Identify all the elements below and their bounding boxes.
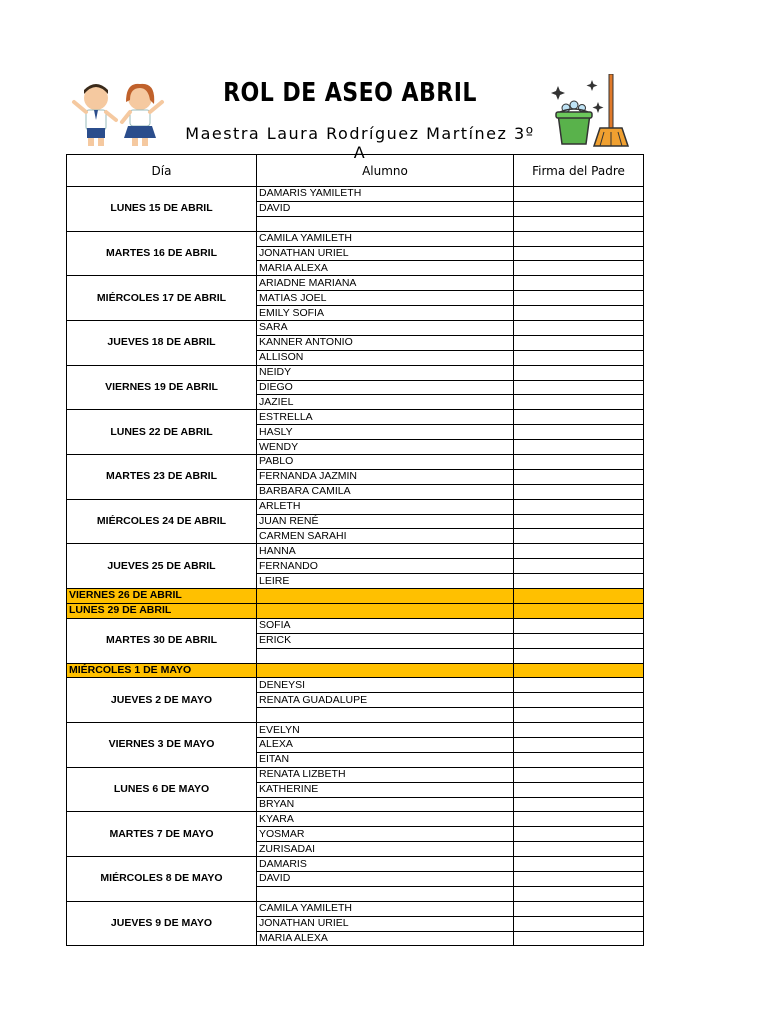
- signature-cell[interactable]: [514, 440, 644, 455]
- column-header-day: Día: [67, 155, 257, 187]
- signature-cell[interactable]: [514, 767, 644, 782]
- student-cell: [257, 589, 514, 604]
- student-cell: MATIAS JOEL: [257, 291, 514, 306]
- student-cell: DAMARIS YAMILETH: [257, 187, 514, 202]
- day-cell: VIERNES 3 DE MAYO: [67, 723, 257, 768]
- table-row: [67, 455, 644, 470]
- signature-cell[interactable]: [514, 335, 644, 350]
- student-cell: [257, 216, 514, 231]
- column-header-student: Alumno: [257, 155, 514, 187]
- table-header-row: [67, 155, 644, 187]
- student-cell: JONATHAN URIEL: [257, 246, 514, 261]
- student-cell: [257, 708, 514, 723]
- signature-cell[interactable]: [514, 618, 644, 633]
- student-cell: [257, 648, 514, 663]
- signature-cell[interactable]: [514, 901, 644, 916]
- student-cell: ALEXA: [257, 737, 514, 752]
- day-cell: JUEVES 18 DE ABRIL: [67, 321, 257, 366]
- holiday-row: [67, 663, 644, 678]
- holiday-row: [67, 603, 644, 618]
- student-cell: HASLY: [257, 425, 514, 440]
- day-cell: MIÉRCOLES 17 DE ABRIL: [67, 276, 257, 321]
- signature-cell[interactable]: [514, 708, 644, 723]
- student-cell: EMILY SOFIA: [257, 306, 514, 321]
- student-cell: WENDY: [257, 440, 514, 455]
- day-cell: MIÉRCOLES 24 DE ABRIL: [67, 499, 257, 544]
- day-cell: LUNES 22 DE ABRIL: [67, 410, 257, 455]
- signature-cell[interactable]: [514, 752, 644, 767]
- signature-cell[interactable]: [514, 633, 644, 648]
- signature-cell[interactable]: [514, 812, 644, 827]
- signature-cell[interactable]: [514, 871, 644, 886]
- signature-cell[interactable]: [514, 216, 644, 231]
- student-cell: ARIADNE MARIANA: [257, 276, 514, 291]
- student-cell: DIEGO: [257, 380, 514, 395]
- holiday-row: [67, 589, 644, 604]
- column-header-signature: Firma del Padre: [514, 155, 644, 187]
- table-row: [67, 857, 644, 872]
- table-row: [67, 767, 644, 782]
- signature-cell[interactable]: [514, 469, 644, 484]
- table-row: [67, 678, 644, 693]
- signature-cell[interactable]: [514, 395, 644, 410]
- signature-cell[interactable]: [514, 187, 644, 202]
- signature-cell[interactable]: [514, 484, 644, 499]
- student-cell: ESTRELLA: [257, 410, 514, 425]
- student-cell: MARIA ALEXA: [257, 931, 514, 946]
- signature-cell[interactable]: [514, 321, 644, 336]
- signature-cell[interactable]: [514, 276, 644, 291]
- signature-cell[interactable]: [514, 678, 644, 693]
- student-cell: JAZIEL: [257, 395, 514, 410]
- signature-cell[interactable]: [514, 246, 644, 261]
- signature-cell[interactable]: [514, 544, 644, 559]
- table-row: [67, 618, 644, 633]
- student-cell: JONATHAN URIEL: [257, 916, 514, 931]
- student-cell: LEIRE: [257, 574, 514, 589]
- signature-cell[interactable]: [514, 261, 644, 276]
- student-cell: EITAN: [257, 752, 514, 767]
- signature-cell[interactable]: [514, 380, 644, 395]
- signature-cell[interactable]: [514, 663, 644, 678]
- page-title: ROL DE ASEO ABRIL: [223, 78, 477, 108]
- student-cell: ARLETH: [257, 499, 514, 514]
- holiday-day-cell: LUNES 29 DE ABRIL: [67, 603, 257, 618]
- signature-cell[interactable]: [514, 916, 644, 931]
- table-row: [67, 812, 644, 827]
- student-cell: NEIDY: [257, 365, 514, 380]
- student-cell: ALLISON: [257, 350, 514, 365]
- day-cell: MARTES 23 DE ABRIL: [67, 455, 257, 500]
- signature-cell[interactable]: [514, 693, 644, 708]
- day-cell: MARTES 16 DE ABRIL: [67, 231, 257, 276]
- signature-cell[interactable]: [514, 574, 644, 589]
- roster-body: [67, 187, 644, 946]
- day-cell: LUNES 15 DE ABRIL: [67, 187, 257, 232]
- signature-cell[interactable]: [514, 857, 644, 872]
- student-cell: [257, 603, 514, 618]
- student-cell: HANNA: [257, 544, 514, 559]
- day-cell: MIÉRCOLES 8 DE MAYO: [67, 857, 257, 902]
- student-cell: DAVID: [257, 201, 514, 216]
- student-cell: MARIA ALEXA: [257, 261, 514, 276]
- signature-cell[interactable]: [514, 648, 644, 663]
- day-cell: JUEVES 2 DE MAYO: [67, 678, 257, 723]
- student-cell: ERICK: [257, 633, 514, 648]
- signature-cell[interactable]: [514, 559, 644, 574]
- table-row: [67, 544, 644, 559]
- signature-cell[interactable]: [514, 827, 644, 842]
- day-cell: VIERNES 19 DE ABRIL: [67, 365, 257, 410]
- signature-cell[interactable]: [514, 842, 644, 857]
- student-cell: KYARA: [257, 812, 514, 827]
- student-cell: PABLO: [257, 455, 514, 470]
- day-cell: JUEVES 25 DE ABRIL: [67, 544, 257, 589]
- table-row: [67, 276, 644, 291]
- signature-cell[interactable]: [514, 589, 644, 604]
- table-row: [67, 410, 644, 425]
- table-row: [67, 723, 644, 738]
- student-cell: RENATA GUADALUPE: [257, 693, 514, 708]
- student-cell: CARMEN SARAHI: [257, 529, 514, 544]
- cleaning-roster-table: [66, 154, 644, 946]
- signature-cell[interactable]: [514, 603, 644, 618]
- bucket-broom-icon: [548, 74, 632, 150]
- student-cell: SARA: [257, 321, 514, 336]
- signature-cell[interactable]: [514, 231, 644, 246]
- table-row: [67, 187, 644, 202]
- signature-cell[interactable]: [514, 723, 644, 738]
- student-cell: FERNANDA JAZMIN: [257, 469, 514, 484]
- signature-cell[interactable]: [514, 737, 644, 752]
- signature-cell[interactable]: [514, 291, 644, 306]
- day-cell: JUEVES 9 DE MAYO: [67, 901, 257, 946]
- student-cell: BRYAN: [257, 797, 514, 812]
- signature-cell[interactable]: [514, 499, 644, 514]
- signature-cell[interactable]: [514, 514, 644, 529]
- table-row: [67, 321, 644, 336]
- student-cell: DAVID: [257, 871, 514, 886]
- children-illustration-icon: [66, 80, 170, 148]
- signature-cell[interactable]: [514, 797, 644, 812]
- day-cell: MARTES 30 DE ABRIL: [67, 618, 257, 663]
- signature-cell[interactable]: [514, 886, 644, 901]
- signature-cell[interactable]: [514, 365, 644, 380]
- student-cell: SOFIA: [257, 618, 514, 633]
- student-cell: [257, 663, 514, 678]
- signature-cell[interactable]: [514, 782, 644, 797]
- student-cell: RENATA LIZBETH: [257, 767, 514, 782]
- student-cell: JUAN RENÉ: [257, 514, 514, 529]
- student-cell: CAMILA YAMILETH: [257, 231, 514, 246]
- page-subtitle: Maestra Laura Rodríguez Martínez 3º A: [185, 124, 535, 162]
- student-cell: DAMARIS: [257, 857, 514, 872]
- signature-cell[interactable]: [514, 350, 644, 365]
- table-row: [67, 365, 644, 380]
- signature-cell[interactable]: [514, 425, 644, 440]
- signature-cell[interactable]: [514, 306, 644, 321]
- student-cell: CAMILA YAMILETH: [257, 901, 514, 916]
- day-cell: MARTES 7 DE MAYO: [67, 812, 257, 857]
- signature-cell[interactable]: [514, 931, 644, 946]
- signature-cell[interactable]: [514, 201, 644, 216]
- student-cell: KANNER ANTONIO: [257, 335, 514, 350]
- signature-cell[interactable]: [514, 410, 644, 425]
- holiday-day-cell: MIÉRCOLES 1 DE MAYO: [67, 663, 257, 678]
- student-cell: ZURISADAI: [257, 842, 514, 857]
- table-row: [67, 499, 644, 514]
- table-row: [67, 901, 644, 916]
- student-cell: [257, 886, 514, 901]
- student-cell: YOSMAR: [257, 827, 514, 842]
- student-cell: BARBARA CAMILA: [257, 484, 514, 499]
- table-row: [67, 231, 644, 246]
- holiday-day-cell: VIERNES 26 DE ABRIL: [67, 589, 257, 604]
- day-cell: LUNES 6 DE MAYO: [67, 767, 257, 812]
- student-cell: FERNANDO: [257, 559, 514, 574]
- signature-cell[interactable]: [514, 529, 644, 544]
- student-cell: KATHERINE: [257, 782, 514, 797]
- signature-cell[interactable]: [514, 455, 644, 470]
- student-cell: DENEYSI: [257, 678, 514, 693]
- student-cell: EVELYN: [257, 723, 514, 738]
